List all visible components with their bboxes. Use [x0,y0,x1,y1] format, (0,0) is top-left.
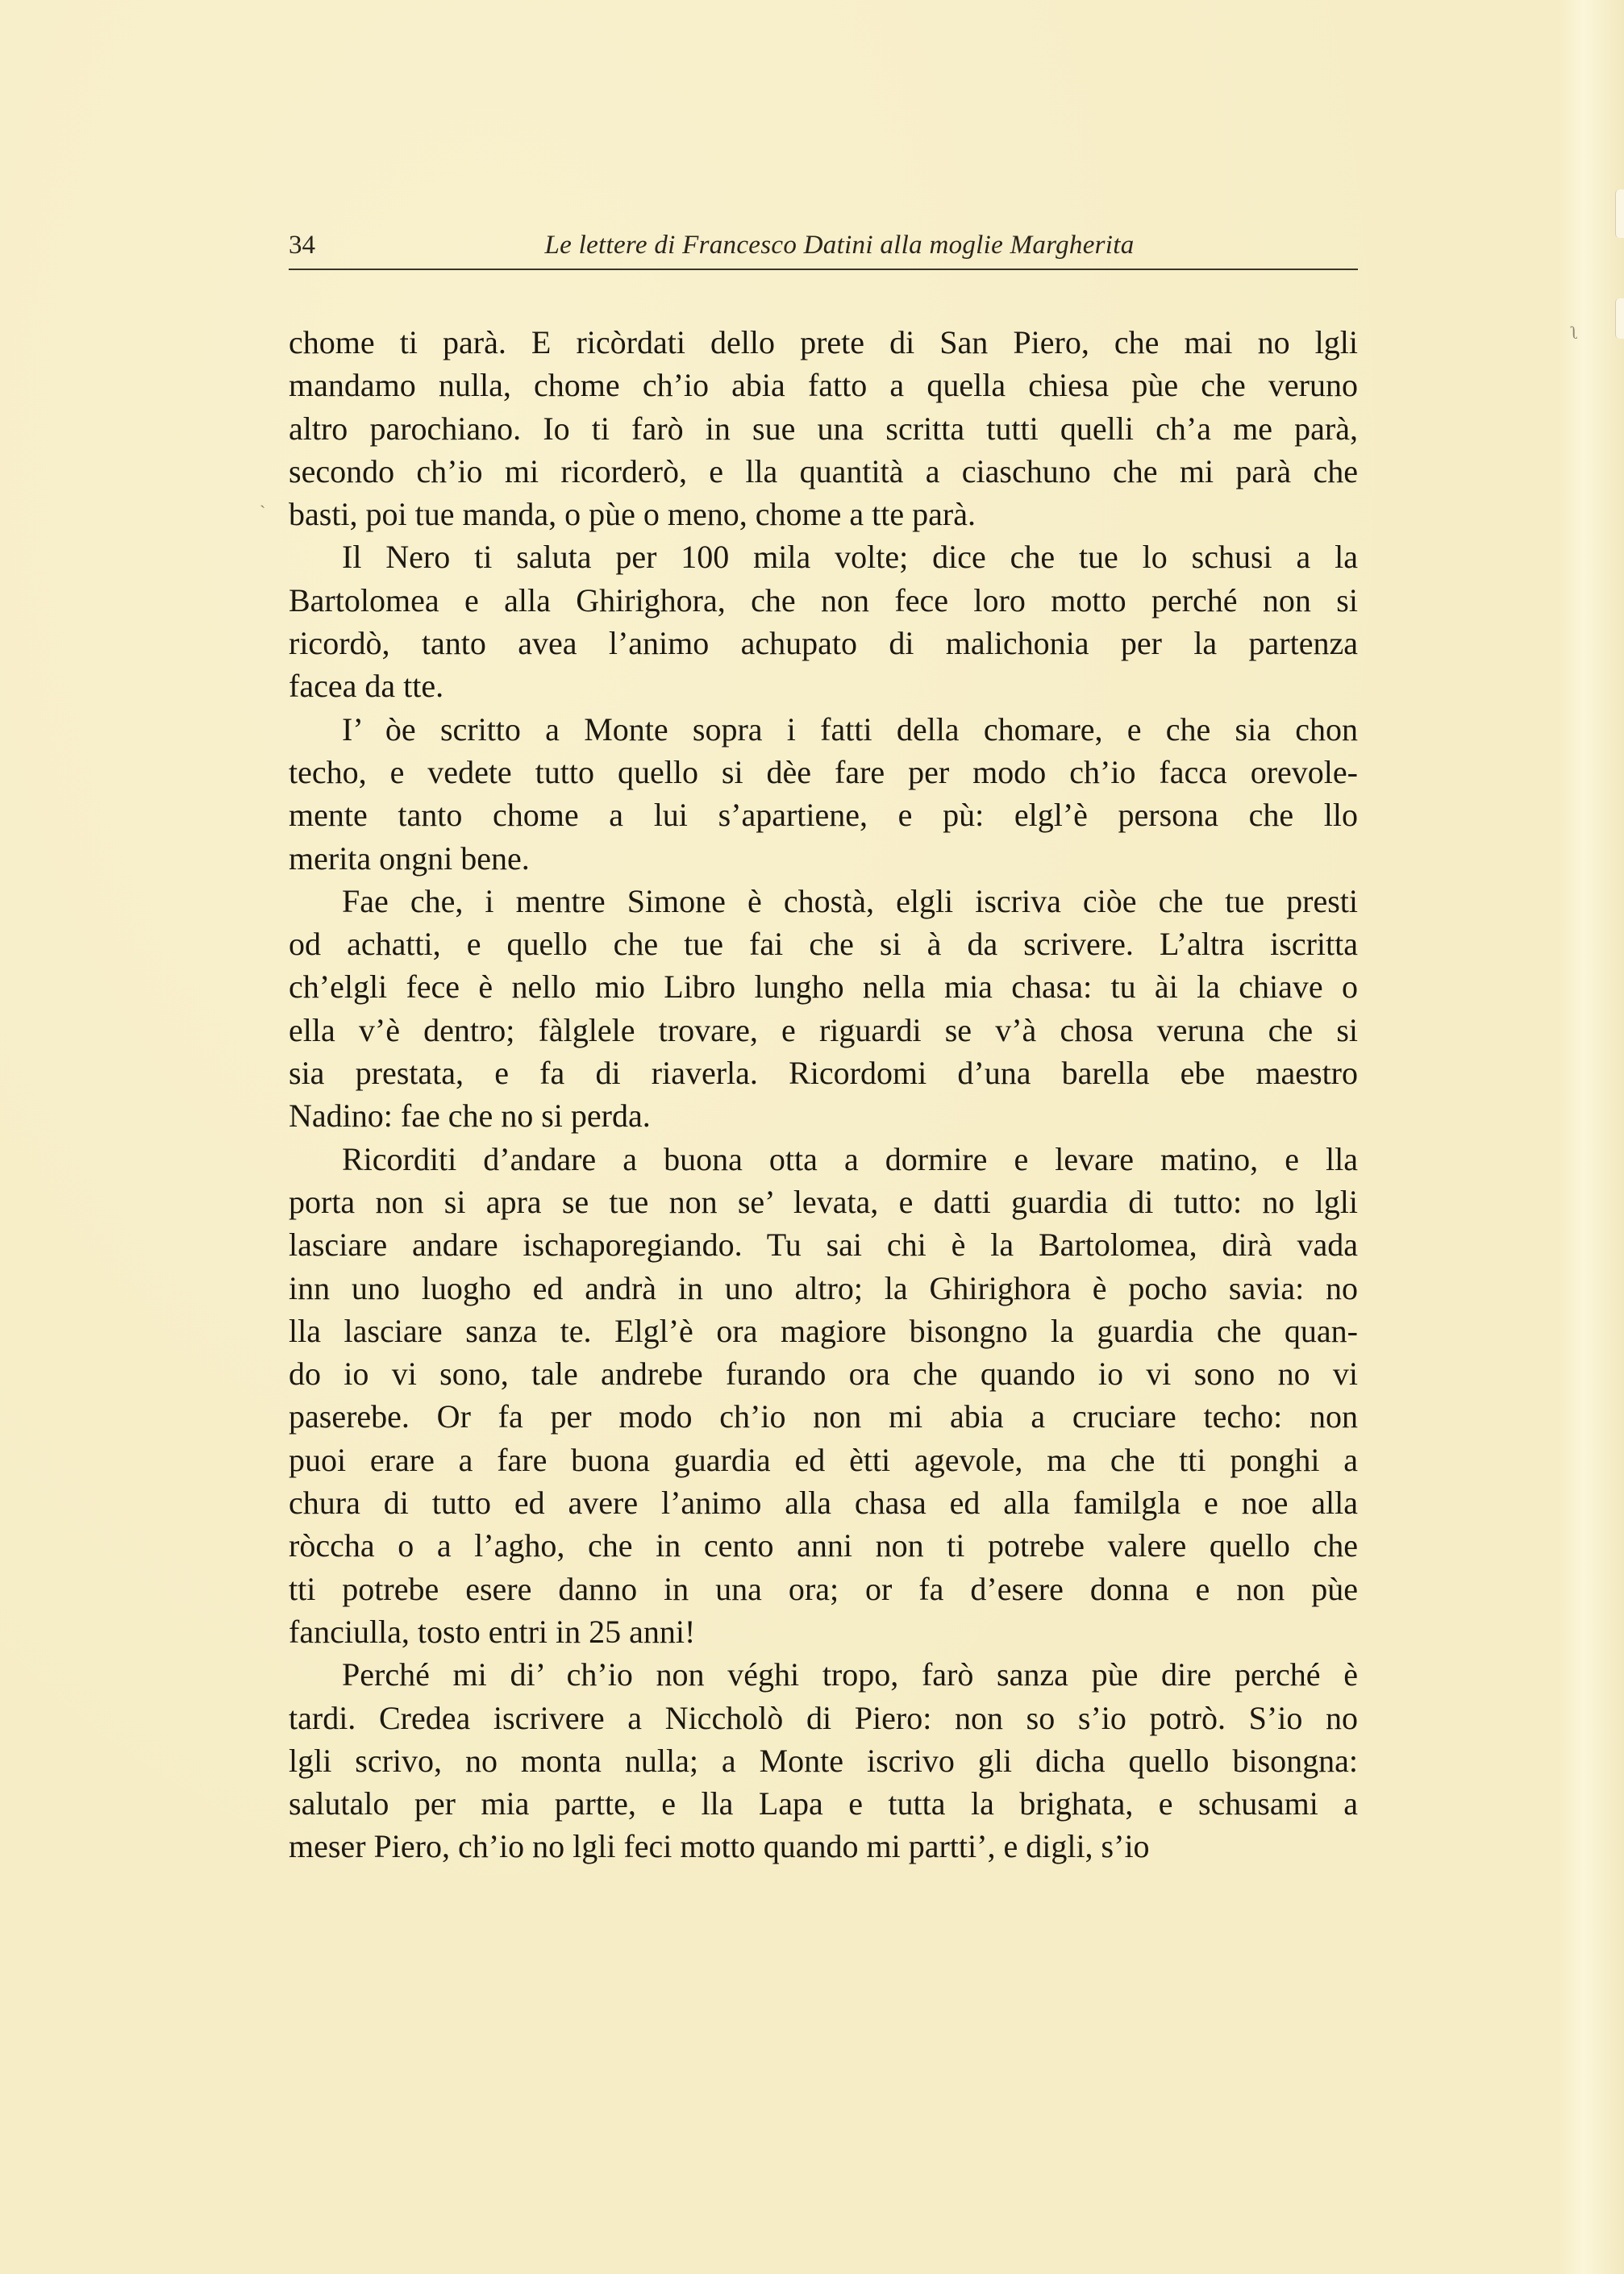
page-edge-tear [1615,298,1624,339]
text-line: Fae che, i mentre Simone è chostà, elgli iscriva ciòe che tue presti [342,882,1358,919]
text-line: lla lasciare sanza te. Elgl’è ora magiore bisongno la guardia che quan- [289,1312,1358,1349]
text-line: mandamo nulla, chome ch’io abia fatto a quella chiesa pùe che veruno [289,367,1358,404]
text-line: mente tanto chome a lui s’apartiene, e pù: elgl’è persona che llo [289,797,1358,834]
text-line: meser Piero, ch’io no lgli feci motto quando mi partti’, e digli, s’io [289,1828,1150,1865]
text-line: basti, poi tue manda, o pùe o meno, chome a tte parà. [289,496,976,533]
text-line: secondo ch’io mi ricorderò, e lla quantità a ciaschuno che mi parà che [289,452,1358,489]
text-line: paserebe. Or fa per modo ch’io non mi abia a cruciare techo: non [289,1398,1358,1435]
text-line: ch’elgli fece è nello mio Libro lungho nella mia chasa: tu ài la chiave o [289,968,1358,1006]
text-line: chome ti parà. E ricòrdati dello prete di San Piero, che mai no lgli [289,324,1358,360]
paragraph [289,535,1358,707]
running-title: Le lettere di Francesco Datini alla moglie Margherita [544,231,1135,260]
text-line: I’ òe scritto a Monte sopra i fatti della chomare, e che sia chon [342,710,1358,748]
text-line: Il Nero ti saluta per 100 mila volte; dice che tue lo schusi a la [342,539,1358,576]
text-line: lasciare andare ischaporegiando. Tu sai chi è la Bartolomea, dirà vada [289,1227,1358,1264]
text-line: chura di tutto ed avere l’animo alla chasa ed alla familgla e noe alla [289,1485,1358,1522]
paragraph [289,880,1358,1138]
text-line: inn uno luogho ed andrà in uno altro; la Ghirighora è pocho savia: no [289,1269,1358,1306]
text-line: Ricorditi d’andare a buona otta a dormire e levare matino, e lla [342,1140,1358,1177]
text-line: ricordò, tanto avea l’animo achupato di malichonia per la partenza [289,625,1358,662]
margin-mark: ʅ [1571,323,1579,343]
text-line: porta non si apra se tue non se’ levata, e datti guardia di tutto: no lgli [289,1183,1358,1220]
paragraph [289,1138,1358,1654]
text-line: merita ongni bene. [289,839,530,877]
text-line: ròccha o a l’agho, che in cento anni non ti potrebe valere quello che [289,1527,1358,1564]
text-line: facea da tte. [289,668,444,705]
text-line: od achatti, e quello che tue fai che si à da scrivere. L’altra iscritta [289,926,1358,963]
text-line: lgli scrivo, no monta nulla; a Monte iscrivo gli dicha quello bisongna: [289,1742,1358,1779]
text-line: techo, e vedete tutto quello si dèe fare per modo ch’io facca orevole- [289,753,1358,790]
text-line: tardi. Credea iscrivere a Niccholò di Piero: non so s’io potrò. S’io no [289,1699,1358,1736]
text-line: salutalo per mia partte, e lla Lapa e tutta la brighata, e schusami a [289,1785,1358,1822]
paragraph [289,321,1358,535]
text-line: sia prestata, e fa di riaverla. Ricordomi d’una barella ebe maestro [289,1055,1358,1092]
text-line: do io vi sono, tale andrebe furando ora che quando io vi sono no vi [289,1356,1358,1393]
text-line: fanciulla, tosto entri in 25 anni! [289,1613,696,1650]
text-line: Bartolomea e alla Ghirighora, che non fece loro motto perché non si [289,581,1358,618]
page-number: 34 [289,231,315,260]
page-edge-tear [1615,190,1624,238]
text-line: ella v’è dentro; fàlglele trovare, e riguardi se v’à chosa veruna che si [289,1011,1358,1048]
body-text [289,321,1358,1868]
paragraph [289,1653,1358,1868]
header-rule [289,269,1358,270]
text-line: puoi erare a fare buona guardia ed ètti agevole, ma che tti ponghi a [289,1441,1358,1478]
margin-tick-mark: ` [260,502,266,522]
text-line: Perché mi di’ ch’io non véghi tropo, farò sanza pùe dire perché è [342,1656,1358,1693]
text-line: Nadino: fae che no si perda. [289,1097,651,1135]
paragraph [289,708,1358,880]
text-line: altro parochiano. Io ti farò in sue una scritta tutti quelli ch’a me parà, [289,410,1358,447]
running-head [289,227,1358,268]
text-line: tti potrebe esere danno in una ora; or fa d’esere donna e non pùe [289,1570,1358,1607]
